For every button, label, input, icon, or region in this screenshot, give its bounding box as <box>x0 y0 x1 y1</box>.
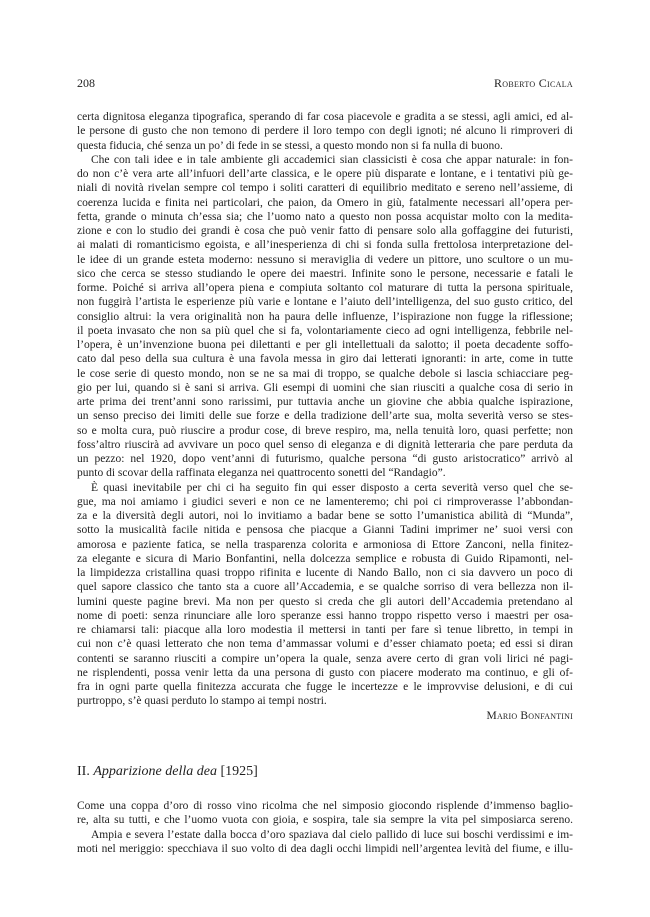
text-line: zione e con lo studio dei grandi è cosa che può venir fatto di pensare solo alla goffaggine dei futuristi, <box>77 225 573 237</box>
text-line: Come una coppa d’oro di rosso vino ricolma che nel simposio giocondo risplende d’immenso baglio- <box>77 800 573 812</box>
text-line: consiglio altrui: la vera originalità non ha paura delle influenze, l’ispirazione non fugge la riflessione; <box>77 310 573 323</box>
text-line: le idee di un grande esteta moderno: nessuno si meraviglia di vedere un pittore, uno scultore o un mu- <box>77 253 573 266</box>
running-header <box>77 75 573 91</box>
section-title: Apparizione della dea <box>93 764 217 779</box>
page-number: 208 <box>77 76 95 90</box>
text-line: re, alta su tutti, e che l’uomo vuota con gioia, e sospira, tale sia sempre la vita pel simposiarca sereno. <box>77 814 573 827</box>
section-heading <box>77 763 258 781</box>
text-line: punto di scovar della raffinata eleganza nei quattrocento sonetti del “Randagio”. <box>77 467 446 480</box>
text-line: ai malati di romanticismo egoista, e all’inesperienza di chi si fonda sulla frettolosa interpretazione del- <box>77 239 573 252</box>
text-line: fetta, grande o minuta ch’essa sia; che l’uomo nato a questo non possa acquistar molto con la medita- <box>77 210 573 223</box>
paragraph <box>77 799 573 828</box>
paragraph <box>77 828 573 857</box>
text-line: amorosa e paziente fatica, se nella trasparenza colorita e armoniosa di Ettore Zanconi, nella finitez- <box>77 538 573 551</box>
text-line: fra in ogni parte quella finitezza accurata che fugge le incertezze e le improvvise delusioni, e di cui <box>77 681 573 693</box>
text-line: contenti se saranno riusciti a compire un’opera la quale, senza avere certo di gran voli lirici né pagi- <box>77 652 573 665</box>
paragraph <box>77 110 573 153</box>
running-head-author: Roberto Cicala <box>493 76 573 90</box>
text-line: lumini queste pagine brevi. Ma non per questo si creda che gli autori dell’Accademia pretendano al <box>77 595 573 608</box>
text-line: questa fiducia, ché senza un po’ di fede in se stessi, a questo mondo non si fa nulla di buono. <box>77 139 503 152</box>
text-line: sotto la musicalità facile nitida e pensosa che piacque a Gianni Tadini imprimer ne’ suoi versi con <box>77 524 573 537</box>
text-line: cui non c’è quasi letterato che non tema d’ammassar volumi e d’esser chiamato poeta; ed essi si diran <box>77 638 573 651</box>
text-line: È quasi inevitabile per chi ci ha seguito fin qui esser disposto a certa severità verso quel che se- <box>91 481 573 494</box>
section-2-text <box>77 799 573 856</box>
section-date: [1925] <box>220 764 258 779</box>
text-line: non fuggirà l’artista le esperienze più varie e lontane e l’aiuto dell’intelligenza, del suo gusto critico, del <box>77 296 573 309</box>
text-line: moti nel meriggio: specchiava il suo volto di dea dagli occhi limpidi nell’argentea levità del fiume, e illu- <box>77 842 573 855</box>
text-line: gue, ma noi amiamo i giudici severi e non ce ne lamenteremo; chi poi ci rimproverasse l’abbondan- <box>77 495 573 508</box>
text-line: cato dal peso della sua cultura è una favola messa in giro dai letterati ignoranti: in arte, come in tutte <box>77 353 573 366</box>
text-line: za elegante e sicura di Mario Bonfantini, nella dolcezza semplice e robusta di Guido Ripamonti, nel- <box>77 552 573 565</box>
paragraph <box>77 153 573 481</box>
text-line: niali di novità rivelan sempre col tempo i soliti caratteri di equilibrio meditato e sereno nell’assieme, di <box>77 182 573 195</box>
text-line: coerenza lucida e finita nei particolari, che paion, da Omero in giù, fatalmente necessari all’opera per- <box>77 196 573 209</box>
text-line: gio per lui, quando si è sani si arriva. Gli esempi di uomini che sian riusciti a qualche cosa di serio in <box>77 381 573 394</box>
text-line: quel sapore classico che tanto sta a cuore all’Accademia, e se qualche sorriso di vera bellezza non il- <box>77 581 573 594</box>
author-signature: Mario Bonfantini <box>486 709 573 722</box>
text-line: le persone di gusto che non temono di perdere il loro tempo con degli ignoti; né alcuno li rimproveri di <box>77 125 573 138</box>
text-line: sico che cerca se stesso studiando le opere dei maestri. Infinite sono le persone, necessarie e fatali le <box>77 267 573 280</box>
section-number: II. <box>77 764 90 779</box>
paragraph <box>77 481 573 709</box>
text-line: so e molta cura, può riuscire a produr cose, di breve respiro, ma, nella tenuità loro, quasi perfette; non <box>77 424 573 437</box>
text-line: do non c’è vera arte all’infuori dell’arte classica, e le opere più disparate e lontane, e i tentativi più ge- <box>77 168 573 180</box>
text-line: un senso preciso dei limiti delle sue forze e della tradizione dell’arte sua, molta severità verso se stes- <box>77 410 573 423</box>
text-line: la limpidezza cristallina quasi troppo rifinita e lucente di Nando Ballo, non ci sia davvero un poco di <box>77 567 573 579</box>
text-line: forme. Poiché si arriva all’opera piena e compiuta soltanto col maturare di tutta la persona spirituale, <box>77 282 573 294</box>
text-line: za e la diversità degli autori, noi lo invitiamo a badar bene se sotto l’umanistica abilità di “Munda”, <box>77 510 573 522</box>
text-line: ne risplendenti, possa venir letta da una persona di gusto con piacere moderato ma continuo, e gli of- <box>77 666 573 679</box>
text-line: un pezzo: nel 1920, dopo vent’anni di futurismo, qualche persona “di gusto aristocratico” arrivò al <box>77 453 573 465</box>
text-line: le cose serie di questo mondo, non se ne sa mai di troppo, se qualche debole si lascia schiacciare peg- <box>77 367 573 380</box>
text-line: Che con tali idee e in tale ambiente gli accademici sian classicisti è cosa che appar naturale: in fon- <box>91 153 573 166</box>
text-line: Ampia e severa l’estate dalla bocca d’oro spaziava dal cielo pallido di luce sui boschi verdissimi e im- <box>91 828 573 841</box>
text-line: foss’altro riuscirà ad avvivare un poco quel senso di eleganza e di dignità letteraria che pare perduta da <box>77 438 573 451</box>
text-line: arte prima dei trent’anni sono rarissimi, pur tuttavia anche un giovine che abbia qualche ispirazione, <box>77 396 573 408</box>
text-line: purtroppo, s’è quasi perduto lo stampo ai tempi nostri. <box>77 695 327 708</box>
text-line: re chiamarsi tali: piacque alla loro modestia il mettersi in tanti per fare sì tenue libretto, in tempi in <box>77 624 573 636</box>
text-line: nome di poeti: senza rinunciare alle loro speranze essi hanno troppo rispetto verso i maestri per osa- <box>77 609 573 622</box>
text-line: l’opera, è un’invenzione buona pei dilettanti e per gli intellettuali da salotto; il poeta decadente soffo- <box>77 339 573 351</box>
text-line: certa dignitosa eleganza tipografica, sperando di far cosa piacevole e gradita a se stessi, agli amici, ed al- <box>77 111 573 123</box>
text-line: il poeta invasato che non sa più quel che si fa, volontariamente cieco ad ogni intelligenza, febbrile nel- <box>77 324 573 337</box>
essay-text-section <box>77 110 573 723</box>
